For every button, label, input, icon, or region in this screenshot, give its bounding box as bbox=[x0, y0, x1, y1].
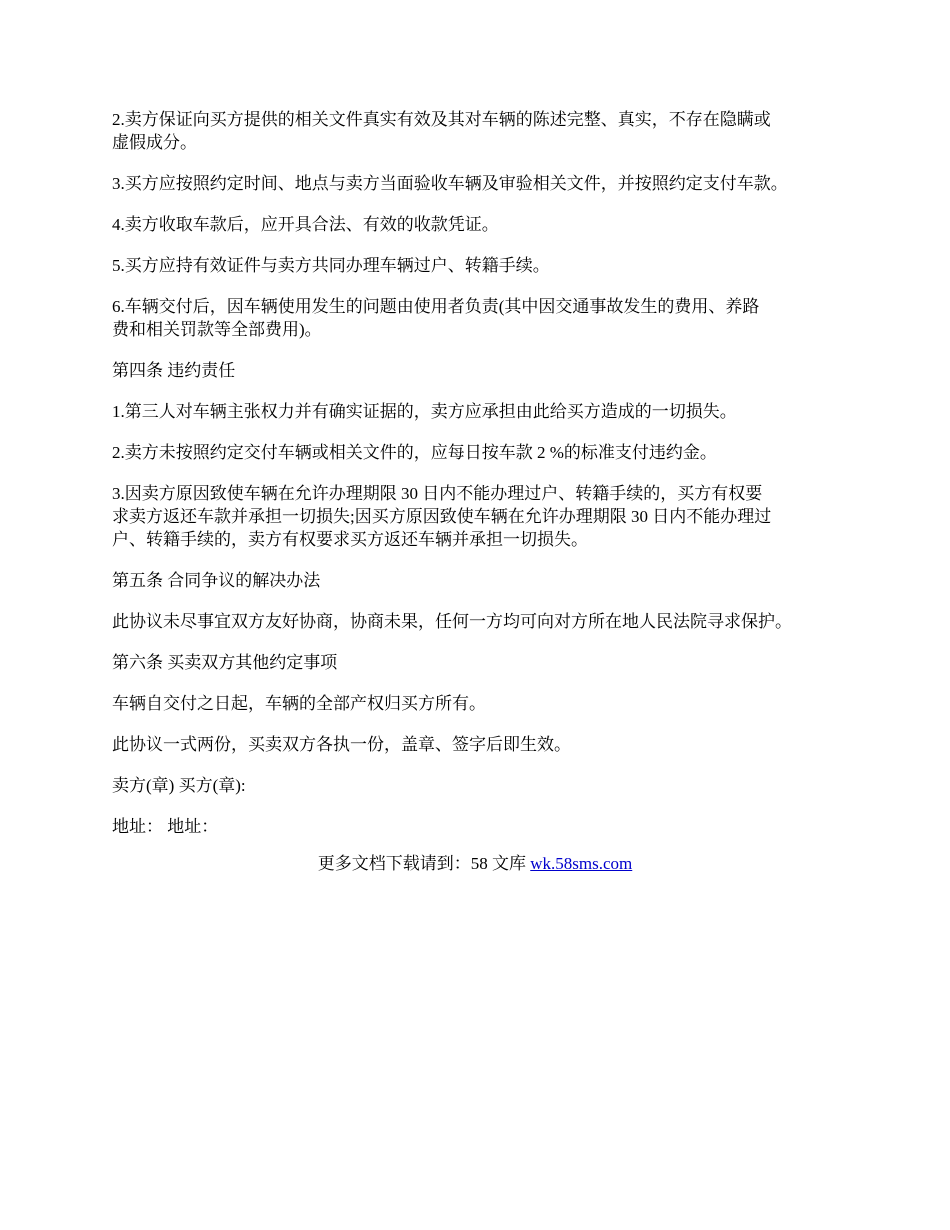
paragraph-copies bbox=[112, 733, 852, 756]
paragraph-line: 第五条 合同争议的解决办法 bbox=[112, 571, 321, 590]
section-heading-article-5 bbox=[112, 569, 852, 592]
paragraph-line: 求卖方返还车款并承担一切损失;因买方原因致使车辆在允许办理期限 30 日内不能办理过 bbox=[112, 507, 772, 526]
document-body bbox=[112, 108, 852, 856]
paragraph-line: 虚假成分。 bbox=[112, 133, 197, 152]
paragraph-line: 费和相关罚款等全部费用)。 bbox=[112, 320, 322, 339]
download-footer bbox=[0, 852, 950, 875]
paragraph-line: 2.卖方保证向买方提供的相关文件真实有效及其对车辆的陈述完整、真实，不存在隐瞒或 bbox=[112, 110, 771, 129]
paragraph-line: 2.卖方未按照约定交付车辆或相关文件的，应每日按车款 2 %的标准支付违约金。 bbox=[112, 443, 717, 462]
section-heading-article-6 bbox=[112, 651, 852, 674]
paragraph-seller-guarantee bbox=[112, 108, 852, 154]
paragraph-line: 此协议一式两份，买卖双方各执一份，盖章、签字后即生效。 bbox=[112, 735, 571, 754]
footer-link[interactable]: wk.58sms.com bbox=[530, 854, 633, 873]
paragraph-line: 6.车辆交付后，因车辆使用发生的问题由使用者负责(其中因交通事故发生的费用、养路 bbox=[112, 297, 760, 316]
paragraph-buyer-inspection bbox=[112, 172, 852, 195]
paragraph-dispute-resolution bbox=[112, 610, 852, 633]
paragraph-late-delivery-penalty bbox=[112, 441, 852, 464]
signature-line bbox=[112, 774, 852, 797]
paragraph-line: 4.卖方收取车款后，应开具合法、有效的收款凭证。 bbox=[112, 215, 499, 234]
address-line bbox=[112, 815, 852, 838]
paragraph-line: 3.因卖方原因致使车辆在允许办理期限 30 日内不能办理过户、转籍手续的，买方有权要 bbox=[112, 484, 763, 503]
paragraph-line: 5.买方应持有效证件与卖方共同办理车辆过户、转籍手续。 bbox=[112, 256, 550, 275]
section-heading-article-4 bbox=[112, 359, 852, 382]
paragraph-line: 第六条 买卖双方其他约定事项 bbox=[112, 653, 338, 672]
paragraph-after-delivery bbox=[112, 295, 852, 341]
paragraph-transfer bbox=[112, 254, 852, 277]
paragraph-line: 此协议未尽事宜双方友好协商，协商未果，任何一方均可向对方所在地人民法院寻求保护。 bbox=[112, 612, 792, 631]
paragraph-line: 1.第三人对车辆主张权力并有确实证据的，卖方应承担由此给买方造成的一切损失。 bbox=[112, 402, 737, 421]
paragraph-line: 卖方(章) 买方(章): bbox=[112, 776, 246, 795]
paragraph-transfer-failure bbox=[112, 482, 852, 551]
paragraph-line: 第四条 违约责任 bbox=[112, 361, 236, 380]
paragraph-receipt bbox=[112, 213, 852, 236]
paragraph-ownership bbox=[112, 692, 852, 715]
paragraph-third-party-claim bbox=[112, 400, 852, 423]
footer-prefix: 更多文档下载请到：58 文库 bbox=[317, 854, 531, 873]
paragraph-line: 地址： 地址： bbox=[112, 817, 219, 836]
paragraph-line: 户、转籍手续的，卖方有权要求买方返还车辆并承担一切损失。 bbox=[112, 530, 588, 549]
paragraph-line: 车辆自交付之日起，车辆的全部产权归买方所有。 bbox=[112, 694, 486, 713]
paragraph-line: 3.买方应按照约定时间、地点与卖方当面验收车辆及审验相关文件，并按照约定支付车款。 bbox=[112, 174, 788, 193]
